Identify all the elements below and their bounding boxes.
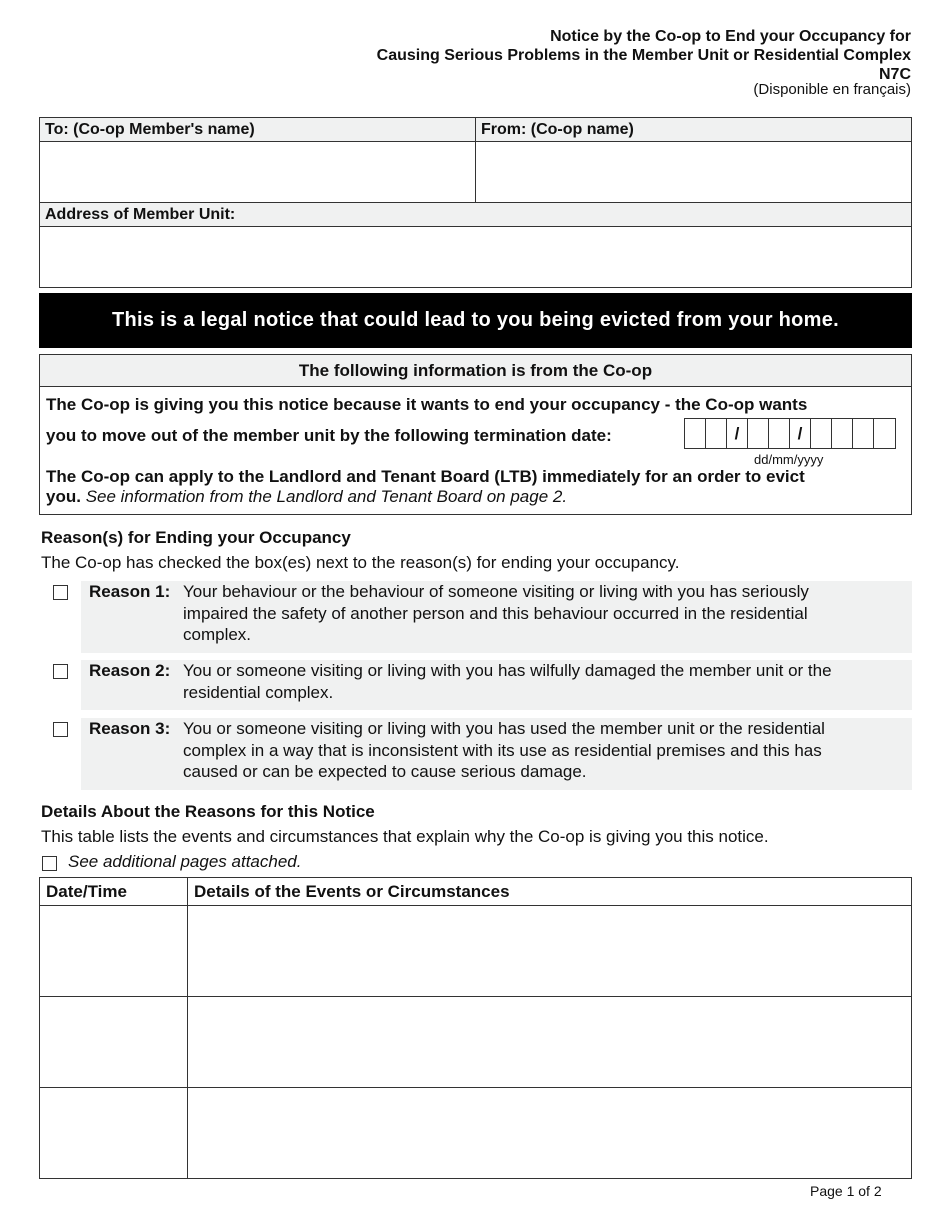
french-availability: (Disponible en français) [753,81,911,98]
details-cell[interactable] [188,1088,912,1179]
date-time-cell[interactable] [40,1088,188,1179]
reason-1-label: Reason 1: [89,582,171,601]
date-month-digit[interactable] [748,419,769,448]
table-row [40,997,912,1088]
date-day-digit[interactable] [685,419,706,448]
reason-1-line: Your behaviour or the behaviour of someone visiting or living with you has seriously [183,582,809,601]
reason-3 [81,718,912,790]
date-format-hint: dd/mm/yyyy [754,452,824,467]
reason-3-checkbox[interactable] [53,722,68,737]
reason-3-text [183,718,902,783]
reason-1-text [183,581,902,646]
details-cell[interactable] [188,997,912,1088]
ltb-see-info: See information from the Landlord and Tenant Board on page 2. [85,487,568,506]
details-title: Details About the Reasons for this Notice [41,802,375,821]
ltb-apply-you: you. [46,487,81,506]
termination-line2: you to move out of the member unit by the following termination date: [46,426,612,445]
date-separator: / [790,419,811,448]
ltb-apply-line1: The Co-op can apply to the Landlord and Tenant Board (LTB) immediately for an order to evict [46,467,805,486]
from-section [476,118,911,203]
from-label: From: (Co-op name) [476,118,911,142]
reason-1-line: complex. [183,625,252,644]
details-table [39,877,912,1179]
legal-notice-banner: This is a legal notice that could lead to you being evicted from your home. [39,293,912,348]
details-table-header [40,878,912,906]
details-cell[interactable] [188,906,912,997]
table-row [40,1088,912,1179]
col-date-time: Date/Time [40,878,188,906]
col-details: Details of the Events or Circumstances [188,878,912,906]
to-label: To: (Co-op Member's name) [40,118,475,142]
date-month-digit[interactable] [769,419,790,448]
coop-info-heading: The following information is from the Co-op [40,355,911,387]
date-year-digit[interactable] [832,419,853,448]
reason-3-line: caused or can be expected to cause serious damage. [183,762,587,781]
reason-2-line: residential complex. [183,682,334,702]
reason-2-line: You or someone visiting or living with you has wilfully damaged the member unit or the [183,661,832,680]
reason-2-text [183,660,902,703]
date-year-digit[interactable] [874,419,895,448]
date-time-cell[interactable] [40,906,188,997]
reason-2-label: Reason 2: [89,661,171,680]
reason-1-line: impaired the safety of another person and this behaviour occurred in the residential [183,603,808,623]
reason-3-line: You or someone visiting or living with you has used the member unit or the residential [183,719,825,738]
date-separator: / [727,419,748,448]
reason-2-checkbox[interactable] [53,664,68,679]
date-year-digit[interactable] [811,419,832,448]
address-label: Address of Member Unit: [40,203,911,227]
to-section [40,118,476,203]
date-time-cell[interactable] [40,997,188,1088]
reasons-intro: The Co-op has checked the box(es) next to the reason(s) for ending your occupancy. [41,553,680,572]
date-year-digit[interactable] [853,419,874,448]
reason-1-checkbox[interactable] [53,585,68,600]
form-title-line2: Causing Serious Problems in the Member Unit or Residential Complex [376,47,911,64]
reason-2 [81,660,912,710]
details-intro: This table lists the events and circumstances that explain why the Co-op is giving you this notice. [41,827,769,846]
form-code: N7C [878,66,911,83]
address-section [40,202,911,287]
reason-1 [81,581,912,653]
address-field[interactable] [40,227,911,287]
to-field[interactable] [40,142,475,202]
additional-pages-checkbox[interactable] [42,856,57,871]
termination-line1: The Co-op is giving you this notice because it wants to end your occupancy - the Co-op wants [46,395,808,414]
reason-3-line: complex in a way that is inconsistent with its use as residential premises and this has [183,740,822,760]
form-title-line1: Notice by the Co-op to End your Occupancy for [550,28,911,45]
table-row [40,906,912,997]
termination-date-input[interactable] [684,418,896,449]
additional-pages-label: See additional pages attached. [68,852,302,871]
from-field[interactable] [476,142,911,202]
parties-box [39,117,912,288]
reasons-title: Reason(s) for Ending your Occupancy [41,528,351,547]
form-title [377,27,911,84]
date-day-digit[interactable] [706,419,727,448]
reason-3-label: Reason 3: [89,719,171,738]
ltb-apply-line2 [46,487,567,507]
page-number: Page 1 of 2 [810,1183,882,1199]
